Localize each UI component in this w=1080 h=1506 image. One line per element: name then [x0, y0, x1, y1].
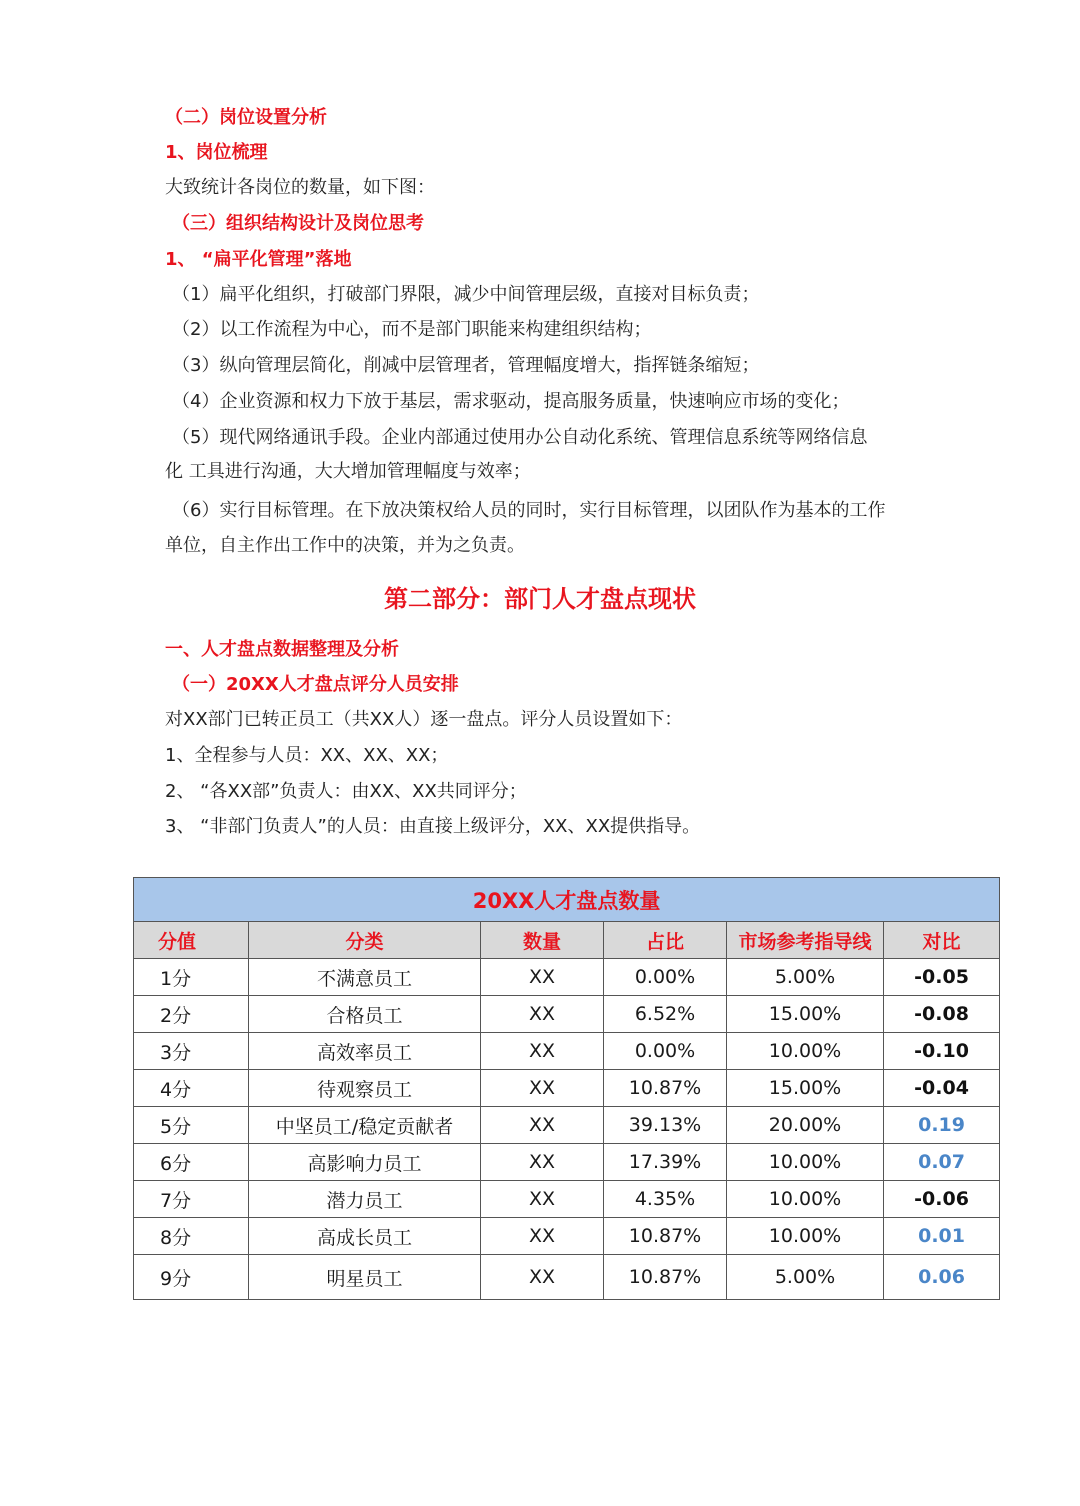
table-title: 20XX人才盘点数量 [134, 878, 1000, 922]
column-header-category: 分类 [249, 922, 481, 959]
cell-comparison: -0.04 [884, 1070, 1000, 1107]
cell-comparison: 0.19 [884, 1107, 1000, 1144]
cell-ratio: 10.87% [604, 1255, 727, 1300]
column-header-count: 数量 [481, 922, 604, 959]
intro-text: 对XX部门已转正员工（共XX人）逐一盘点。评分人员设置如下： [165, 709, 683, 730]
table-row [134, 1107, 1000, 1144]
cell-market-guideline: 20.00% [727, 1107, 884, 1144]
column-header-ratio: 占比 [604, 922, 727, 959]
talent-count-table [133, 877, 999, 1300]
table-row [134, 1033, 1000, 1070]
cell-comparison: 0.06 [884, 1255, 1000, 1300]
cell-score: 8分 [134, 1218, 249, 1255]
list-item: （5）现代网络通讯手段。企业内部通过使用办公自动化系统、管理信息系统等网络信息 [172, 427, 868, 448]
table-row [134, 1181, 1000, 1218]
cell-comparison: 0.01 [884, 1218, 1000, 1255]
cell-count: XX [481, 959, 604, 996]
cell-market-guideline: 10.00% [727, 1144, 884, 1181]
subheading-flat-management: 1、 “扁平化管理”落地 [165, 249, 352, 270]
cell-market-guideline: 10.00% [727, 1218, 884, 1255]
list-item-continuation: 化 工具进行沟通，大大增加管理幅度与效率； [165, 461, 531, 482]
cell-market-guideline: 5.00% [727, 959, 884, 996]
table-row [134, 1070, 1000, 1107]
section-heading-org-design: （三）组织结构设计及岗位思考 [172, 213, 424, 234]
cell-count: XX [481, 1255, 604, 1300]
cell-comparison: -0.08 [884, 996, 1000, 1033]
column-header-market-guideline: 市场参考指导线 [727, 922, 884, 959]
cell-comparison: -0.05 [884, 959, 1000, 996]
list-item: （3）纵向管理层简化，削减中层管理者，管理幅度增大，指挥链条缩短； [172, 355, 760, 376]
cell-category: 合格员工 [249, 996, 481, 1033]
cell-ratio: 6.52% [604, 996, 727, 1033]
list-item: （2）以工作流程为中心，而不是部门职能来构建组织结构； [172, 319, 652, 340]
table-row [134, 1255, 1000, 1300]
cell-score: 4分 [134, 1070, 249, 1107]
cell-comparison: -0.10 [884, 1033, 1000, 1070]
cell-score: 6分 [134, 1144, 249, 1181]
cell-market-guideline: 15.00% [727, 1070, 884, 1107]
table-row [134, 996, 1000, 1033]
list-item: 1、全程参与人员：XX、XX、XX； [165, 745, 449, 766]
cell-score: 7分 [134, 1181, 249, 1218]
intro-text: 大致统计各岗位的数量，如下图： [165, 177, 435, 198]
table-row [134, 1144, 1000, 1181]
column-header-score: 分值 [134, 922, 249, 959]
cell-count: XX [481, 1218, 604, 1255]
list-item: （1）扁平化组织，打破部门界限，减少中间管理层级，直接对目标负责； [172, 284, 760, 305]
cell-ratio: 10.87% [604, 1218, 727, 1255]
cell-category: 待观察员工 [249, 1070, 481, 1107]
cell-count: XX [481, 996, 604, 1033]
cell-comparison: 0.07 [884, 1144, 1000, 1181]
cell-ratio: 4.35% [604, 1181, 727, 1218]
cell-market-guideline: 10.00% [727, 1181, 884, 1218]
cell-comparison: -0.06 [884, 1181, 1000, 1218]
cell-count: XX [481, 1181, 604, 1218]
list-item-continuation: 单位，自主作出工作中的决策，并为之负责。 [165, 535, 525, 556]
table-row [134, 1218, 1000, 1255]
cell-category: 中坚员工/稳定贡献者 [249, 1107, 481, 1144]
column-header-comparison: 对比 [884, 922, 1000, 959]
cell-count: XX [481, 1107, 604, 1144]
cell-category: 高影响力员工 [249, 1144, 481, 1181]
cell-score: 1分 [134, 959, 249, 996]
cell-category: 明星员工 [249, 1255, 481, 1300]
cell-category: 不满意员工 [249, 959, 481, 996]
list-item: 3、 “非部门负责人”的人员：由直接上级评分，XX、XX提供指导。 [165, 816, 701, 837]
section-heading-talent-data: 一、人才盘点数据整理及分析 [165, 639, 399, 660]
cell-count: XX [481, 1033, 604, 1070]
cell-score: 3分 [134, 1033, 249, 1070]
cell-count: XX [481, 1070, 604, 1107]
cell-score: 5分 [134, 1107, 249, 1144]
cell-market-guideline: 10.00% [727, 1033, 884, 1070]
cell-ratio: 10.87% [604, 1070, 727, 1107]
cell-category: 高效率员工 [249, 1033, 481, 1070]
cell-score: 2分 [134, 996, 249, 1033]
cell-category: 潜力员工 [249, 1181, 481, 1218]
part-title: 第二部分：部门人才盘点现状 [384, 585, 696, 613]
cell-ratio: 0.00% [604, 1033, 727, 1070]
list-item: 2、 “各XX部”负责人：由XX、XX共同评分； [165, 781, 527, 802]
cell-score: 9分 [134, 1255, 249, 1300]
cell-ratio: 39.13% [604, 1107, 727, 1144]
subheading-position-review: 1、岗位梳理 [165, 142, 268, 163]
cell-ratio: 0.00% [604, 959, 727, 996]
cell-category: 高成长员工 [249, 1218, 481, 1255]
cell-count: XX [481, 1144, 604, 1181]
cell-market-guideline: 5.00% [727, 1255, 884, 1300]
cell-market-guideline: 15.00% [727, 996, 884, 1033]
section-heading-position-analysis: （二）岗位设置分析 [165, 107, 327, 128]
cell-ratio: 17.39% [604, 1144, 727, 1181]
subheading-scoring-arrangement: （一）20XX人才盘点评分人员安排 [172, 674, 459, 695]
list-item: （4）企业资源和权力下放于基层，需求驱动，提高服务质量，快速响应市场的变化； [172, 391, 850, 412]
table-row [134, 959, 1000, 996]
list-item: （6）实行目标管理。在下放决策权给人员的同时，实行目标管理，以团队作为基本的工作 [172, 500, 886, 521]
